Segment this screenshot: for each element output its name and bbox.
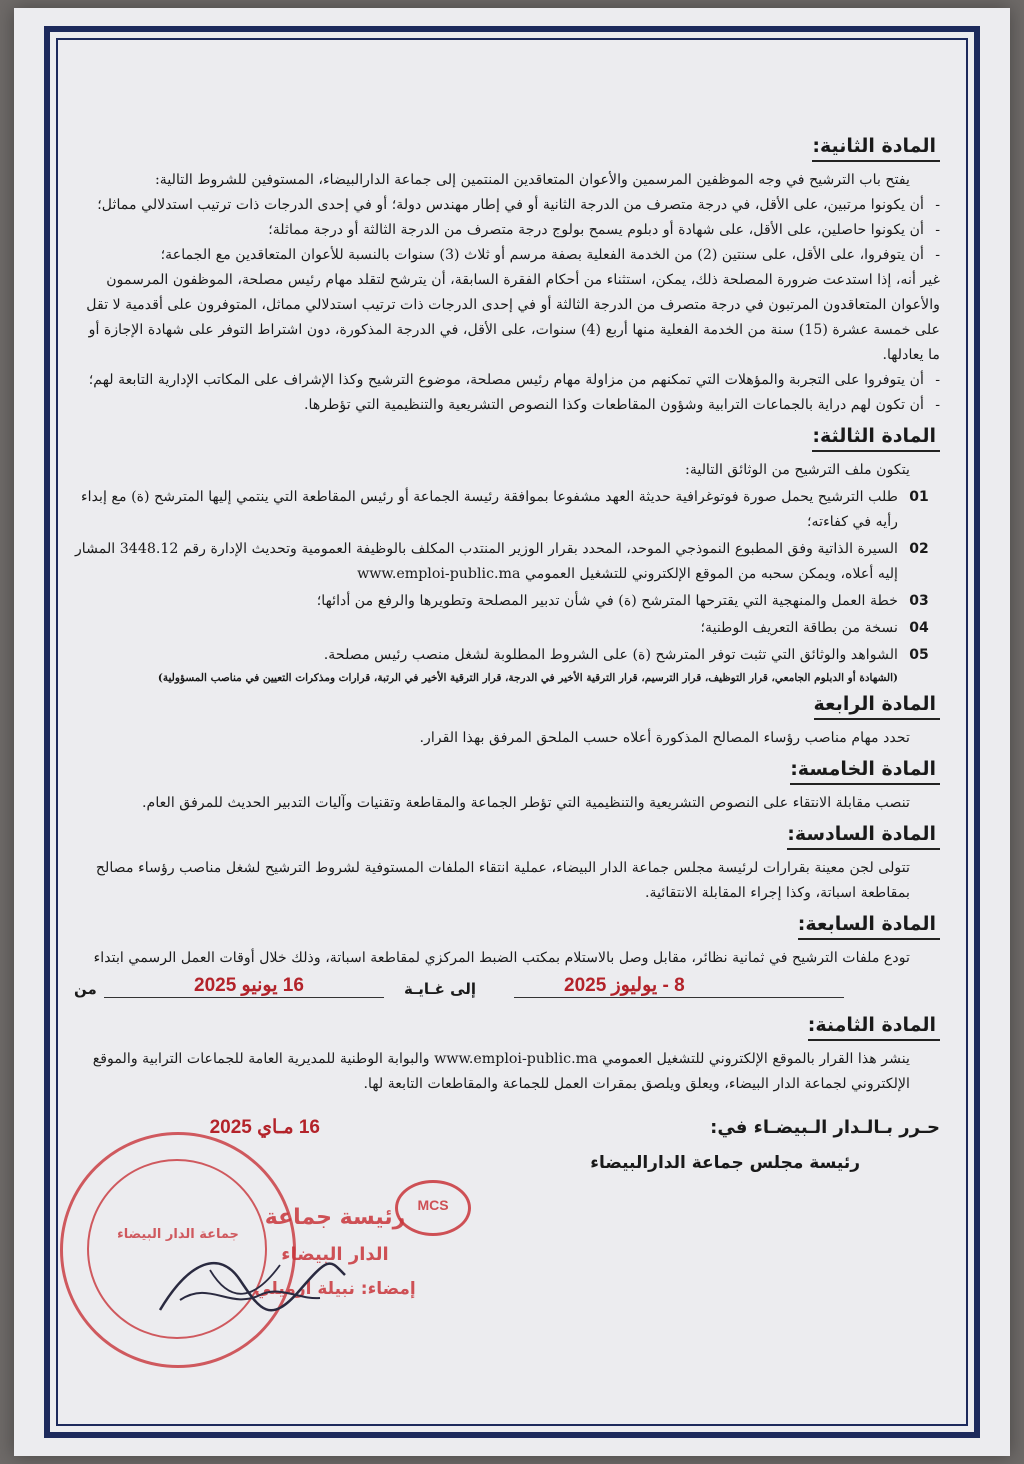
article-4-text: تحدد مهام مناصب رؤساء المصالح المذكورة أعلاه حسب الملحق المرفق بهذا القرار. [419, 730, 910, 746]
article-6-text: تتولى لجن معينة بقرارات لرئيسة مجلس جماعة الدار البيضاء، عملية انتقاء الملفات المستوفية لشروط الترشيح لشغل مناصب رؤساء مصالح بمقاطعة اسباتة، وكذا إجراء المقابلة الانتقائية. [95, 860, 910, 901]
article-3 [74, 418, 940, 686]
president-stamp-line-3: إمضاء: نبيلة ارميلي [254, 1279, 416, 1299]
done-at-label: حـرر بـالـدار الـبيضـاء في: [710, 1117, 940, 1138]
document-item [74, 643, 940, 668]
deadline-row [74, 973, 940, 1007]
article-6-heading: المادة السادسة: [787, 822, 940, 850]
item-number: 01 [909, 489, 929, 505]
article-8-heading: المادة الثامنة: [808, 1013, 940, 1041]
article-4 [74, 686, 940, 751]
document-item [74, 485, 940, 535]
article-8 [74, 1007, 940, 1097]
article-6 [74, 816, 940, 906]
round-stamp-text: جماعة الدار البيضاء [117, 1227, 239, 1242]
article-5-text: تنصب مقابلة الانتقاء على النصوص التشريعية والتنظيمية التي تؤطر الجماعة والمقاطعة وتقنيات وآليات التدبير الحديث للمرفق العام. [142, 795, 910, 811]
item-number: 04 [909, 620, 929, 636]
document-item [74, 616, 940, 641]
article-5-heading: المادة الخامسة: [790, 757, 940, 785]
article-2-condition-3: - أن يتوفروا، على الأقل، على سنتين (2) من الخدمة الفعلية بصفة مرسم أو ثلاث (3) سنوات بالنسبة للأعوان المتعاقدين مع الجماعة؛ [74, 243, 940, 268]
item-text: نسخة من بطاقة التعريف الوطنية؛ [700, 620, 898, 636]
article-7-text: تودع ملفات الترشيح في ثمانية نظائر، مقابل وصل بالاستلام بمكتب الضبط المركزي لمقاطعة اسباتة، وذلك خلال أوقات العمل الرسمي ابتداء [93, 950, 910, 966]
to-date: 8 - يوليوز 2025 [564, 975, 685, 996]
oval-stamp: MCS [395, 1180, 471, 1236]
to-label: إلى غـايـة [404, 980, 477, 998]
article-7 [74, 906, 940, 1007]
item-text: السيرة الذاتية وفق المطبوع النموذجي الموحد، المحدد بقرار الوزير المنتدب المكلف بالوظيفة العمومية وتحديث الإدارة رقم 3448.12 المشار إليه أعلاه، ويمكن سحبه من الموقع الإلكتروني للتشغيل العمومي www.emploi-public.ma [74, 541, 898, 582]
article-3-intro: يتكون ملف الترشيح من الوثائق التالية: [685, 462, 910, 478]
article-2 [74, 128, 940, 418]
from-date: 16 يونيو 2025 [194, 975, 304, 996]
document-item [74, 537, 940, 587]
article-2-condition-5: - أن تكون لهم دراية بالجماعات الترابية وشؤون المقاطعات وكذا النصوص التشريعية والتنظيمية التي تؤطرها. [74, 393, 940, 418]
article-3-heading: المادة الثالثة: [812, 424, 940, 452]
article-2-intro: يفتح باب الترشيح في وجه الموظفين المرسمين والأعوان المتعاقدين المنتمين إلى جماعة الدارالبيضاء، المستوفين للشروط التالية: [154, 172, 910, 188]
item-text: الشواهد والوثائق التي تثبت توفر المترشح (ة) على الشروط المطلوبة لشغل منصب رئيس مصلحة. [323, 647, 898, 663]
president-title: رئيسة مجلس جماعة الدارالبيضاء [590, 1153, 860, 1173]
item-text: خطة العمل والمنهجية التي يقترحها المترشح (ة) في شأن تدبير المصلحة وتطويرها والرفع من أدائها؛ [316, 593, 898, 609]
handwritten-signature [150, 1240, 350, 1330]
article-5 [74, 751, 940, 816]
from-label: من [74, 980, 97, 998]
article-3-note: (الشهادة أو الدبلوم الجامعي، قرار التوظيف، قرار الترسيم، قرار الترقية الأخير في الدرجة، قرار الترقية الأخير في الرتبة، قرارات ومذكرات التعيين في مناصب المسؤولية) [157, 672, 898, 684]
item-number: 02 [909, 541, 929, 557]
article-2-condition-1: - أن يكونوا مرتبين، على الأقل، في درجة متصرف من الدرجة الثانية أو في إطار مهندس دولة؛ أو في إحدى الدرجات ذات ترتيب استدلالي مماثل؛ [74, 193, 940, 218]
item-number: 05 [909, 647, 929, 663]
article-7-heading: المادة السابعة: [798, 912, 940, 940]
article-2-condition-4: - أن يتوفروا على التجربة والمؤهلات التي تمكنهم من مزاولة مهام رئيس مصلحة، موضوع الترشيح وكذا الإشراف على المكاتب الإدارية التابعة لهم؛ [74, 368, 940, 393]
president-stamp-line-2: الدار البيضاء [281, 1244, 389, 1265]
article-2-condition-2: - أن يكونوا حاصلين، على الأقل، على شهادة أو دبلوم يسمح بولوج درجة متصرف من الدرجة الثالثة أو درجة مماثلة؛ [74, 218, 940, 243]
document-item [74, 589, 940, 614]
president-stamp-line-1: رئيسة جماعة [264, 1205, 406, 1230]
article-4-heading: المادة الرابعة [814, 692, 940, 720]
item-number: 03 [909, 593, 929, 609]
article-8-text: ينشر هذا القرار بالموقع الإلكتروني للتشغيل العمومي www.emploi-public.ma والبوابة الوطنية للمديرية العامة للجماعات الترابية والموقع الإلكتروني لجماعة الدار البيضاء، ويعلق ويلصق بمقرات العمل للجماعة والمقاطعات التابعة لها. [92, 1051, 910, 1092]
article-2-exception: غير أنه، إذا استدعت ضرورة المصلحة ذلك، يمكن، استثناء من أحكام الفقرة السابقة، أن يترشح لتقلد مهام رئيس مصلحة، الموظفون المرسمون والأعوان المتعاقدون المرتبون في درجة متصرف من الدرجة الثالثة أو في إحدى الدرجات ذات ترتيب استدلالي مماثل، المتوفرون على أقدمية لا تقل على خمسة عشرة (15) سنة من الخدمة الفعلية منها أربع (4) سنوات، على الأقل، في الدرجة المذكورة، دون اشتراط التوفر على شهادة الإجازة أو ما يعادلها. [86, 272, 940, 363]
article-2-heading: المادة الثانية: [812, 134, 940, 162]
item-text: طلب الترشيح يحمل صورة فوتوغرافية حديثة العهد مشفوعا بموافقة رئيسة الجماعة أو رئيس المقاطعة التي ينتمي إليها المترشح (ة) مع إبداء رأيه في كفاءته؛ [80, 489, 898, 530]
done-at-date: 16 مـاي 2025 [209, 1117, 320, 1138]
